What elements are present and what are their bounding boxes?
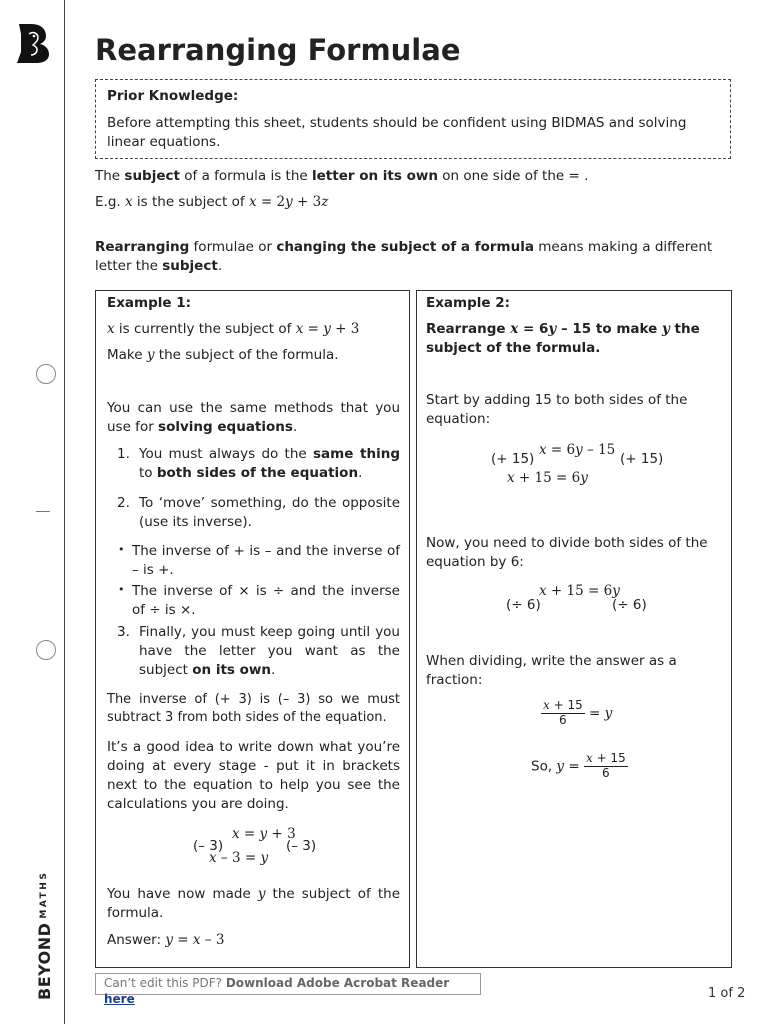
brand-main: BEYOND [35,922,54,1000]
conclusion: You have now made y the subject of the formula. [107,886,400,922]
equation-2: x – 3 = y [209,850,269,866]
example-1-line-1: x is currently the subject of x = y + 3 [107,321,360,337]
step-3-text: Finally, you must keep going until you have the letter you want as the subject on its own. [139,624,400,679]
equation-1: x = 6y – 15 [539,442,616,458]
punch-hole-bottom [36,640,56,660]
example-2-title: Example 2: [426,295,511,311]
operation-left: (– 3) [193,838,224,854]
subject-definition: The subject of a formula is the letter on its own on one side of the = . [95,168,589,184]
acrobat-download-link[interactable]: here [104,991,135,1006]
example-1-methods: You can use the same methods that you use for solving equations. [107,400,400,436]
brand-sub: MATHS [39,870,49,919]
operation-left: (÷ 6) [506,597,541,613]
beyond-logo [16,22,50,64]
fold-mark [36,511,50,512]
step-2-number: 2. [117,495,130,511]
operation-left: (+ 15) [491,451,535,467]
example-2-task: Rearrange x = 6y – 15 to make y the subject of the formula. [426,321,700,357]
example-1-title: Example 1: [107,295,192,311]
bullet-icon: • [118,583,125,596]
fraction: $\frac{x + 15}{6}$ [585,751,626,780]
equation-3: x + 15 = 6y [539,583,620,599]
prior-knowledge-label: Prior Knowledge: [107,88,239,104]
equation-2: x + 15 = 6y [507,470,588,486]
step-1-number: 1. [117,446,130,462]
equation-1: x = y + 3 [232,826,296,842]
download-text: Download Adobe Acrobat Reader [225,976,450,990]
example-2-box [416,290,732,968]
prior-knowledge-box [95,79,731,159]
notice-text: Can’t edit this PDF? [104,976,222,990]
fraction: $\frac{x + 15}{6}$ [543,698,583,727]
bullet-icon: • [118,543,125,556]
example-1-line-2: Make y the subject of the formula. [107,347,339,363]
inverse-times-divide: The inverse of × is ÷ and the inverse of ÷ is ×. [132,583,400,619]
example-2-step-3: When dividing, write the answer as a fraction: [426,653,677,689]
prior-knowledge-text: Before attempting this sheet, students should be confident using BIDMAS and solving linear equations. [107,115,687,151]
side-brand [34,871,57,1000]
rearranging-definition: Rearranging formulae or changing the subject of a formula means making a different letter the subject. [95,239,713,275]
bracket-tip: It’s a good idea to write down what you’re doing at every stage - put it in brackets next to the equation to help you see the calculations you are doing. [107,739,400,813]
fraction-equation: $\frac{x + 15}{6}$ = y [543,698,613,727]
page-title: Rearranging Formulae [95,33,461,67]
inverse-plus-minus: The inverse of + is – and the inverse of – is +. [132,543,400,579]
step-2-text: To ‘move’ something, do the opposite (use its inverse). [139,495,400,531]
inverse-of-three: The inverse of (+ 3) is (– 3) so we must subtract 3 from both sides of the equation. [107,692,400,726]
example-2-step-2: Now, you need to divide both sides of the equation by 6: [426,535,708,571]
example-1-box [95,290,410,968]
acrobat-notice [95,973,481,1006]
final-answer: So, y = $\frac{x + 15}{6}$ [531,751,626,780]
step-1-text: You must always do the same thing to both sides of the equation. [139,446,400,482]
operation-right: (+ 15) [620,451,664,467]
example-1-answer: Answer: y = x – 3 [107,932,225,948]
operation-right: (÷ 6) [612,597,647,613]
operation-right: (– 3) [286,838,317,854]
example-2-step-1: Start by adding 15 to both sides of the equation: [426,392,688,428]
subject-example: E.g. x is the subject of x = 2y + 3z [95,194,329,210]
sidebar-divider [64,0,65,1024]
punch-hole-top [36,364,56,384]
page-number: 1 of 2 [708,986,746,1001]
step-3-number: 3. [117,624,130,640]
